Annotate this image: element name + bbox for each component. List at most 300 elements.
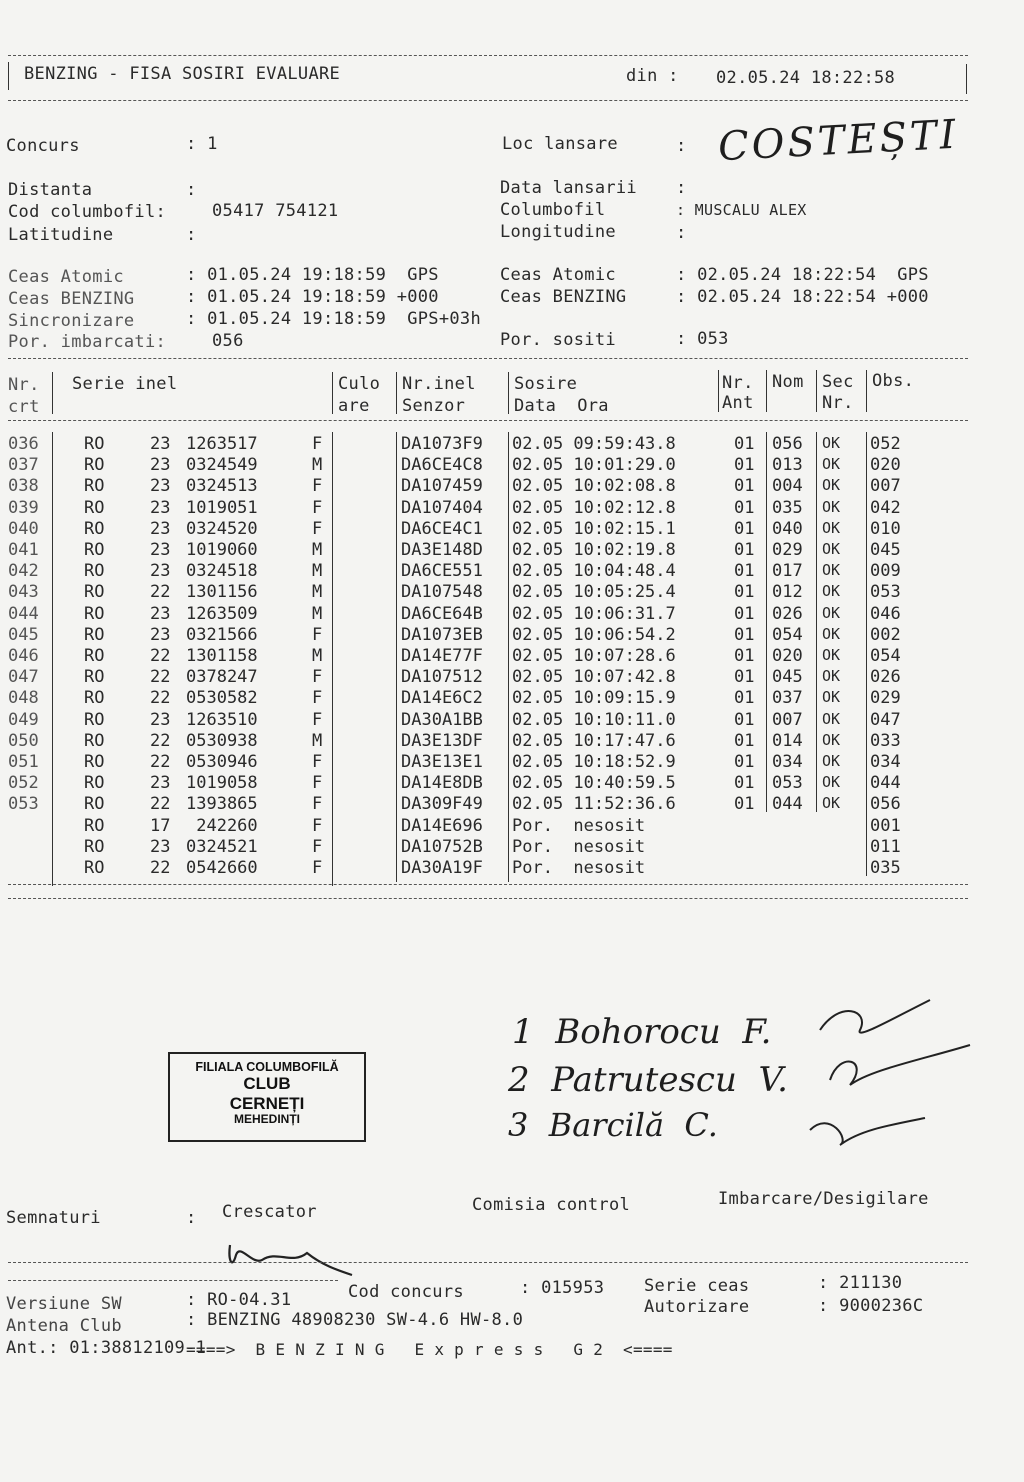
cell-nom: 054	[772, 624, 803, 645]
right-ceas-atomic-value: : 02.05.24 18:22:54 GPS	[676, 265, 929, 285]
cell-inel: 0324520	[186, 518, 258, 539]
cell-sosire: 02.05 10:17:47.6	[512, 730, 676, 751]
cell-sex: F	[312, 858, 323, 878]
cell-senzor: DA14E6C2	[401, 688, 483, 709]
ceas-benzing-label: Ceas BENZING	[8, 289, 135, 309]
cell-senzor: DA3E13DF	[401, 730, 483, 751]
cell-obs: 033	[870, 730, 901, 751]
cell-an: 22	[150, 752, 171, 772]
cell-senzor: DA6CE4C1	[401, 518, 483, 539]
cell-nr: 040	[8, 518, 39, 539]
cell-an: 23	[150, 476, 171, 497]
table-row	[0, 794, 1000, 815]
cell-nr: 044	[8, 603, 39, 624]
cell-ant: 01	[734, 688, 755, 709]
cell-nr: 036	[8, 434, 39, 454]
cell-sex: F	[312, 752, 323, 772]
col-sosire-header-2: Data Ora	[514, 396, 609, 416]
table-row	[0, 498, 1000, 519]
din-label: din :	[626, 66, 679, 86]
cell-obs: 045	[870, 540, 901, 560]
cell-senzor: DA6CE4C8	[401, 455, 483, 476]
cell-an: 23	[150, 836, 171, 857]
cell-nom: 029	[772, 540, 803, 560]
cell-senzor: DA3E148D	[401, 540, 483, 560]
ceas-atomic-label: Ceas Atomic	[8, 267, 124, 287]
cell-inel: 0530582	[186, 688, 258, 709]
cell-nom: 053	[772, 773, 803, 794]
autorizare-label: Autorizare	[644, 1297, 750, 1317]
cell-obs: 010	[870, 518, 901, 539]
header-sep	[766, 370, 767, 412]
longitudine-value: :	[676, 223, 687, 243]
din-timestamp: 02.05.24 18:22:58	[716, 68, 896, 88]
cell-tara: RO	[84, 624, 105, 645]
cod-columbofil-value: 05417 754121	[212, 201, 339, 221]
right-ceas-benzing-label: Ceas BENZING	[500, 287, 627, 307]
table-row	[0, 773, 1000, 794]
table-row	[0, 455, 1000, 476]
ceas-atomic-value: : 01.05.24 19:18:59 GPS	[186, 265, 439, 285]
cell-inel: 0378247	[186, 667, 258, 688]
table-row	[0, 625, 1000, 646]
cell-senzor: DA6CE551	[401, 561, 483, 582]
cell-sex: M	[312, 540, 323, 560]
cell-ant: 01	[734, 794, 755, 815]
header-sep	[508, 372, 509, 414]
cell-sosire: 02.05 10:02:08.8	[512, 476, 676, 497]
cell-obs: 020	[870, 455, 901, 476]
header-right-border	[966, 64, 967, 94]
table-row	[0, 476, 1000, 497]
serie-ceas-label: Serie ceas	[644, 1276, 750, 1296]
commission-member-1: 1 Bohorocu F.	[512, 1012, 772, 1052]
cell-sosire: 02.05 10:07:28.6	[512, 646, 676, 666]
cell-senzor: DA6CE64B	[401, 603, 483, 624]
commission-member-2: 2 Patrutescu V.	[508, 1060, 788, 1100]
cell-tara: RO	[84, 603, 105, 624]
versiune-value: : RO-04.31	[186, 1290, 292, 1310]
footer-top-rule	[8, 1262, 968, 1263]
cell-tara: RO	[84, 773, 105, 794]
table-row	[0, 688, 1000, 709]
cell-sosire: 02.05 10:10:11.0	[512, 709, 676, 730]
cell-sosire: 02.05 10:02:12.8	[512, 497, 676, 518]
por-sositi-label: Por. sositi	[500, 330, 616, 350]
cell-nr: 053	[8, 794, 39, 815]
cell-sec: OK	[822, 794, 841, 813]
cell-an: 23	[150, 624, 171, 645]
cell-sec: OK	[822, 709, 841, 728]
cell-nom: 012	[772, 582, 803, 603]
cell-ant: 01	[734, 624, 755, 645]
cell-obs: 053	[870, 582, 901, 603]
cell-inel: 1301158	[186, 646, 258, 666]
cell-inel: 0324549	[186, 455, 258, 476]
cell-ant: 01	[734, 476, 755, 497]
cell-tara: RO	[84, 646, 105, 666]
cell-obs: 052	[870, 434, 901, 454]
cell-ant: 01	[734, 773, 755, 794]
cell-an: 22	[150, 646, 171, 666]
table-row	[0, 582, 1000, 603]
col-sec-header-1: Sec	[822, 372, 854, 392]
cell-nom: 004	[772, 476, 803, 497]
col-nr-header-1: Nr.	[8, 375, 40, 395]
cell-sex: M	[312, 582, 323, 603]
cell-senzor: DA107459	[401, 476, 483, 497]
cell-tara: RO	[84, 836, 105, 857]
header-sep	[52, 372, 53, 414]
cell-senzor: DA107512	[401, 667, 483, 688]
cell-obs: 034	[870, 752, 901, 772]
cell-sosire: 02.05 10:07:42.8	[512, 667, 676, 688]
cell-nom: 020	[772, 646, 803, 666]
signature-stroke-1	[820, 1000, 930, 1033]
cell-tara: RO	[84, 455, 105, 476]
cell-sec: OK	[822, 518, 841, 537]
col-nrinel-header-1: Nr.inel	[402, 374, 476, 394]
cell-senzor: DA30A1BB	[401, 709, 483, 730]
cell-sec: OK	[822, 773, 841, 792]
cell-nr: 049	[8, 709, 39, 730]
commission-member-3: 3 Barcilă C.	[508, 1106, 718, 1144]
cell-sosire: Por. nesosit	[512, 815, 646, 836]
cell-sex: M	[312, 603, 323, 624]
cell-sec: OK	[822, 582, 841, 601]
cell-obs: 056	[870, 794, 901, 815]
table-header-rule	[8, 420, 968, 421]
cell-nom: 040	[772, 518, 803, 539]
cell-ant: 01	[734, 709, 755, 730]
cell-inel: 1019058	[186, 773, 258, 794]
cell-sex: F	[312, 518, 323, 539]
cell-tara: RO	[84, 709, 105, 730]
col-sosire-header-1: Sosire	[514, 374, 578, 394]
cell-sex: F	[312, 815, 323, 836]
cell-sec: OK	[822, 497, 841, 516]
cell-senzor: DA10752B	[401, 836, 483, 857]
cell-senzor: DA1073F9	[401, 434, 483, 454]
cell-sec: OK	[822, 688, 841, 707]
col-obs-header: Obs.	[872, 371, 915, 391]
cell-sex: F	[312, 688, 323, 709]
cell-sex: F	[312, 836, 323, 857]
longitudine-label: Longitudine	[500, 222, 616, 242]
cell-sosire: 02.05 10:02:15.1	[512, 518, 676, 539]
cell-inel: 1263517	[186, 434, 258, 454]
cell-sosire: 02.05 10:18:52.9	[512, 752, 676, 772]
cell-sosire: 02.05 10:04:48.4	[512, 561, 676, 582]
cell-sex: M	[312, 455, 323, 476]
imbarcare-label: Imbarcare/Desigilare	[718, 1189, 929, 1209]
cell-tara: RO	[84, 730, 105, 751]
cod-concurs-value: : 015953	[520, 1278, 605, 1298]
cell-nr: 051	[8, 752, 39, 772]
cell-nom: 034	[772, 752, 803, 772]
table-row	[0, 667, 1000, 688]
cell-an: 22	[150, 794, 171, 815]
por-imbarcati-value: 056	[212, 331, 244, 351]
col-nr-header-2: crt	[8, 397, 40, 417]
stamp-line-2: CLUB	[243, 1074, 291, 1094]
cell-tara: RO	[84, 688, 105, 709]
cell-an: 23	[150, 497, 171, 518]
cell-nr: 047	[8, 667, 39, 688]
cell-inel: 0324518	[186, 561, 258, 582]
cell-nom: 017	[772, 561, 803, 582]
ceas-benzing-value: : 01.05.24 19:18:59 +000	[186, 287, 439, 307]
cell-sosire: 02.05 10:40:59.5	[512, 773, 676, 794]
table-row	[0, 731, 1000, 752]
cell-ant: 01	[734, 518, 755, 539]
cell-an: 23	[150, 455, 171, 476]
distanta-label: Distanta	[8, 180, 93, 200]
cell-an: 22	[150, 730, 171, 751]
cell-an: 22	[150, 667, 171, 688]
col-nrant-header-2: Ant	[722, 393, 754, 413]
cell-sex: M	[312, 561, 323, 582]
table-bottom-rule-2	[8, 898, 968, 899]
cell-obs: 001	[870, 815, 901, 836]
latitudine-value: :	[186, 225, 197, 245]
loc-lansare-label: Loc lansare	[502, 134, 618, 154]
cell-tara: RO	[84, 582, 105, 603]
crescator-label: Crescator	[222, 1202, 317, 1222]
table-bottom-rule	[8, 884, 968, 885]
cell-senzor: DA3E13E1	[401, 752, 483, 772]
cell-nr: 038	[8, 476, 39, 497]
cell-sec: OK	[822, 540, 841, 558]
cell-an: 22	[150, 858, 171, 878]
cell-sex: M	[312, 730, 323, 751]
cell-sosire: 02.05 10:06:54.2	[512, 624, 676, 645]
cod-columbofil-label: Cod columbofil:	[8, 202, 167, 222]
table-row	[0, 519, 1000, 540]
cell-inel: 1301156	[186, 582, 258, 603]
table-row	[0, 434, 1000, 455]
cell-nom: 035	[772, 497, 803, 518]
cell-nr: 046	[8, 646, 39, 666]
cell-sec: OK	[822, 752, 841, 770]
cell-sex: F	[312, 434, 323, 454]
col-culoare-header-1: Culo	[338, 374, 381, 394]
cell-inel: 1393865	[186, 794, 258, 815]
header-left-border	[8, 62, 9, 90]
cell-tara: RO	[84, 667, 105, 688]
header-sep	[396, 372, 397, 414]
versiune-label: Versiune SW	[6, 1294, 122, 1314]
cell-ant: 01	[734, 455, 755, 476]
cell-sec: OK	[822, 646, 841, 664]
concurs-value: : 1	[186, 134, 218, 154]
cell-sex: F	[312, 476, 323, 497]
latitudine-label: Latitudine	[8, 225, 114, 245]
cell-nr: 050	[8, 730, 39, 751]
cell-nr: 052	[8, 773, 39, 794]
table-row	[0, 710, 1000, 731]
col-nom-header: Nom	[772, 372, 804, 392]
cell-obs: 002	[870, 624, 901, 645]
cell-inel: 242260	[186, 815, 258, 836]
cell-inel: 1019051	[186, 497, 258, 518]
semnaturi-label: Semnaturi	[6, 1208, 101, 1228]
document-title: BENZING - FISA SOSIRI EVALUARE	[24, 64, 341, 84]
header-sep	[816, 370, 817, 412]
cell-senzor: DA1073EB	[401, 624, 483, 645]
cell-nr: 043	[8, 582, 39, 603]
semnaturi-colon: :	[186, 1208, 197, 1228]
cell-nom: 026	[772, 603, 803, 624]
columbofil-value: : MUSCALU ALEX	[676, 201, 807, 219]
stamp-line-4: MEHEDINȚI	[234, 1112, 300, 1127]
cell-an: 23	[150, 540, 171, 560]
cell-inel: 0324521	[186, 836, 258, 857]
header-sep	[332, 372, 333, 414]
cell-nom: 045	[772, 667, 803, 688]
cell-an: 17	[150, 815, 171, 836]
cell-nr: 048	[8, 688, 39, 709]
cell-an: 23	[150, 518, 171, 539]
cell-obs: 042	[870, 497, 901, 518]
cell-an: 23	[150, 773, 171, 794]
por-imbarcati-label: Por. imbarcati:	[8, 332, 167, 352]
cell-tara: RO	[84, 497, 105, 518]
cell-sosire: 02.05 10:06:31.7	[512, 603, 676, 624]
cell-obs: 035	[870, 858, 901, 878]
cell-sosire: 02.05 09:59:43.8	[512, 434, 676, 454]
cell-inel: 0530946	[186, 752, 258, 772]
cell-nr: 037	[8, 455, 39, 476]
cell-obs: 029	[870, 688, 901, 709]
cell-ant: 01	[734, 752, 755, 772]
crescator-signature	[222, 1235, 362, 1280]
loc-lansare-colon: :	[676, 136, 687, 156]
cell-tara: RO	[84, 858, 105, 878]
cell-sosire: Por. nesosit	[512, 836, 646, 857]
cell-ant: 01	[734, 582, 755, 603]
table-row	[0, 752, 1000, 773]
data-lansarii-label: Data lansarii	[500, 178, 637, 198]
cell-tara: RO	[84, 561, 105, 582]
header-top-rule	[8, 55, 968, 56]
cell-inel: 0321566	[186, 624, 258, 645]
cell-sex: F	[312, 497, 323, 518]
cell-an: 23	[150, 603, 171, 624]
cell-obs: 026	[870, 667, 901, 688]
cell-obs: 007	[870, 476, 901, 497]
table-row	[0, 816, 1000, 837]
cell-obs: 047	[870, 709, 901, 730]
cell-inel: 1263510	[186, 709, 258, 730]
autorizare-value: : 9000236C	[818, 1296, 924, 1316]
serie-ceas-value: : 211130	[818, 1273, 903, 1293]
cell-nr: 045	[8, 624, 39, 645]
club-stamp	[168, 1052, 366, 1142]
signature-stroke-2	[830, 1045, 970, 1085]
cell-tara: RO	[84, 476, 105, 497]
cell-sec: OK	[822, 603, 841, 622]
columbofil-label: Columbofil	[500, 200, 606, 220]
cell-obs: 054	[870, 646, 901, 666]
commission-signatures	[800, 990, 980, 1160]
cell-inel: 0324513	[186, 476, 258, 497]
cell-obs: 009	[870, 561, 901, 582]
cell-an: 22	[150, 582, 171, 603]
header-sep	[866, 370, 867, 412]
cell-senzor: DA14E696	[401, 815, 483, 836]
cell-an: 23	[150, 434, 171, 454]
cell-sec: OK	[822, 667, 841, 686]
cod-concurs-label: Cod concurs	[348, 1282, 464, 1302]
cell-sosire: Por. nesosit	[512, 858, 646, 878]
cell-senzor: DA309F49	[401, 794, 483, 815]
cell-nr: 042	[8, 561, 39, 582]
header-bottom-rule	[8, 100, 968, 101]
col-serie-header: Serie inel	[72, 374, 178, 394]
cell-nom: 056	[772, 434, 803, 454]
cell-ant: 01	[734, 603, 755, 624]
cell-ant: 01	[734, 561, 755, 582]
cell-tara: RO	[84, 434, 105, 454]
cell-sex: F	[312, 709, 323, 730]
cell-sec: OK	[822, 730, 841, 749]
right-ceas-benzing-value: : 02.05.24 18:22:54 +000	[676, 287, 929, 307]
cell-nom: 007	[772, 709, 803, 730]
cell-sosire: 02.05 10:09:15.9	[512, 688, 676, 709]
table-row	[0, 561, 1000, 582]
col-sec-header-2: Nr.	[822, 393, 854, 413]
distanta-value: :	[186, 180, 197, 200]
antena-label: Antena Club	[6, 1316, 122, 1336]
cell-ant: 01	[734, 434, 755, 454]
antena-value: : BENZING 48908230 SW-4.6 HW-8.0	[186, 1310, 524, 1330]
cell-senzor: DA30A19F	[401, 858, 483, 878]
header-sep	[718, 370, 719, 412]
cell-nom: 013	[772, 455, 803, 476]
cell-sec: OK	[822, 434, 841, 452]
cell-senzor: DA14E8DB	[401, 773, 483, 794]
col-culoare-header-2: are	[338, 396, 370, 416]
col-nrant-header-1: Nr.	[722, 373, 754, 393]
cell-sosire: 02.05 10:02:19.8	[512, 540, 676, 560]
cell-tara: RO	[84, 540, 105, 560]
stamp-line-1: FILIALA COLUMBOFILĂ	[195, 1060, 339, 1074]
cell-nr: 041	[8, 540, 39, 560]
cell-sosire: 02.05 10:05:25.4	[512, 582, 676, 603]
cell-nom: 044	[772, 794, 803, 815]
cell-an: 22	[150, 688, 171, 709]
signature-stroke-3	[810, 1118, 925, 1145]
cell-sec: OK	[822, 624, 841, 643]
cell-sex: F	[312, 773, 323, 794]
sincronizare-label: Sincronizare	[8, 311, 135, 331]
cell-ant: 01	[734, 646, 755, 666]
cell-senzor: DA107404	[401, 497, 483, 518]
cell-sosire: 02.05 11:52:36.6	[512, 794, 676, 815]
cell-senzor: DA107548	[401, 582, 483, 603]
cell-sex: F	[312, 794, 323, 815]
sincronizare-value: : 01.05.24 19:18:59 GPS+03h	[186, 309, 481, 329]
cell-sex: M	[312, 646, 323, 666]
antena-id-line: Ant.: 01:38812109-1	[6, 1338, 207, 1358]
table-row	[0, 837, 1000, 858]
comisia-control-label: Comisia control	[472, 1195, 631, 1215]
cell-ant: 01	[734, 497, 755, 518]
signature-stroke	[229, 1245, 352, 1275]
col-nrinel-header-2: Senzor	[402, 396, 466, 416]
cell-obs: 046	[870, 603, 901, 624]
